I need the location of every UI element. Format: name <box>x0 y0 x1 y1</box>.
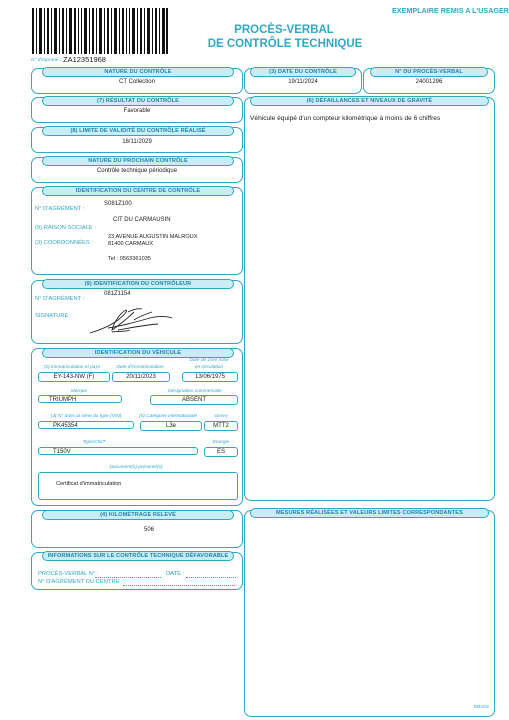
defavorable-date-line <box>186 577 236 578</box>
centre-header: IDENTIFICATION DU CENTRE DE CONTRÔLE <box>42 186 234 196</box>
defaillances-value: Véhicule équipé d'un compteur kilométrique à moins de 6 chiffres <box>250 115 441 122</box>
defavorable-pv-line <box>95 577 161 578</box>
defavorable-date-label: DATE : <box>166 571 185 577</box>
categorie-label: (5) Catégorie internationale <box>138 414 198 419</box>
kilometrage-value: 506 <box>144 527 155 533</box>
vin-value: PK45354 <box>38 421 134 429</box>
energie-value: ES <box>204 447 238 457</box>
designation-value: ABSENT <box>150 395 238 405</box>
numero-pv-value: 24001296 <box>415 79 443 85</box>
designation-label: Désignation commerciale <box>168 389 222 394</box>
immat-label: (2) Immatriculation et pays <box>43 365 101 370</box>
defavorable-agrement-line <box>123 585 235 586</box>
validite-header: (8) LIMITE DE VALIDITÉ DU CONTRÔLE RÉALISÉ <box>42 126 234 136</box>
numero-pv-header: N° DU PROCÈS-VERBAL <box>370 67 488 77</box>
defaillances-header: (6) DÉFAILLANCES ET NIVEAUX DE GRAVITÉ <box>250 96 489 106</box>
type-value: T150V <box>38 447 198 455</box>
nature-controle-value: CT Collection <box>119 79 155 85</box>
centre-address-2: 81400 CARMAUX <box>108 241 154 247</box>
title-line-1: PROCÈS-VERBAL <box>234 24 334 36</box>
centre-coord-label: (3) COORDONNÉES : <box>35 240 93 246</box>
documents-label: Document(s) présenté(s) <box>109 465 163 470</box>
centre-agrement-value: S081Z100 <box>104 201 132 207</box>
footer-code: BMA/02 <box>474 704 489 709</box>
resultat-header: (7) RÉSULTAT DU CONTRÔLE <box>42 96 234 106</box>
signature-image <box>88 306 178 336</box>
defavorable-pv-label: PROCÈS-VERBAL N° : <box>38 571 99 577</box>
prochain-header: NATURE DU PROCHAIN CONTRÔLE <box>42 156 234 166</box>
genre-label: Genre <box>214 414 228 419</box>
controleur-agrement-value: 081Z1154 <box>104 291 131 297</box>
barcode <box>32 8 168 54</box>
defavorable-header: INFORMATIONS SUR LE CONTRÔLE TECHNIQUE DÉFAVORABLE <box>42 551 234 561</box>
energie-label: Énergie <box>212 440 230 445</box>
kilometrage-header: (4) KILOMÉTRAGE RELEVÉ <box>42 510 234 520</box>
prochain-value: Contrôle technique périodique <box>96 168 178 174</box>
controleur-header: (9) IDENTIFICATION DU CONTRÔLEUR <box>42 279 234 289</box>
centre-tel: Tel : 0563361035 <box>108 256 151 262</box>
marque-value: TRIUMPH <box>38 395 122 403</box>
vin-label: (4) N° dans la série du type (VIN) <box>50 414 122 419</box>
defaillances-box <box>244 97 495 501</box>
centre-raison-value: CIT DU CARMAUSIN <box>113 217 171 223</box>
date-circ-label-2: en circulation <box>194 365 224 370</box>
genre-value: MTT2 <box>204 421 238 431</box>
type-label: Type/CNIT <box>82 440 106 445</box>
nature-controle-header: NATURE DU CONTRÔLE <box>42 67 234 77</box>
centre-raison-label: (9) RAISON SOCIALE : <box>35 225 96 231</box>
date-immat-value: 20/11/2023 <box>112 372 170 382</box>
date-controle-header: (3) DATE DU CONTRÔLE <box>250 67 356 77</box>
controleur-agrement-label: N° D'AGRÉMENT : <box>35 296 85 302</box>
imprime-number: ZA12351968 <box>63 55 106 64</box>
centre-address-1: 23 AVENUE AUGUSTIN MALROUX <box>108 234 198 240</box>
mesures-header: MESURES RÉALISÉES ET VALEURS LIMITES CORRESPONDANTES <box>250 508 489 518</box>
date-controle-value: 19/11/2024 <box>288 79 318 85</box>
immat-value: EY-143-NW (F) <box>38 372 110 382</box>
documents-value: Certificat d'immatriculation <box>56 481 122 487</box>
validite-value: 18/11/2029 <box>122 139 152 145</box>
date-circ-label-1: Date de 1ère mise <box>189 358 229 363</box>
resultat-value: Favorable <box>123 108 151 114</box>
date-immat-label: Date d'immatriculation <box>116 365 164 370</box>
copy-banner: EXEMPLAIRE REMIS A L'USAGER <box>392 6 509 15</box>
defavorable-agrement-label: N° D'AGRÉMENT DU CENTRE : <box>38 579 123 585</box>
vehicule-header: IDENTIFICATION DU VÉHICULE <box>42 348 234 358</box>
date-circ-value: 13/06/1975 <box>182 372 238 382</box>
imprime-label: N° d'imprimé : <box>31 58 62 63</box>
categorie-value: L3e <box>140 421 202 431</box>
centre-agrement-label: N° D'AGRÉMENT : <box>35 206 85 212</box>
marque-label: Marque <box>70 389 88 394</box>
mesures-box <box>244 510 495 717</box>
controleur-signature-label: SIGNATURE : <box>35 313 72 319</box>
title-line-2: DE CONTRÔLE TECHNIQUE <box>207 38 363 50</box>
